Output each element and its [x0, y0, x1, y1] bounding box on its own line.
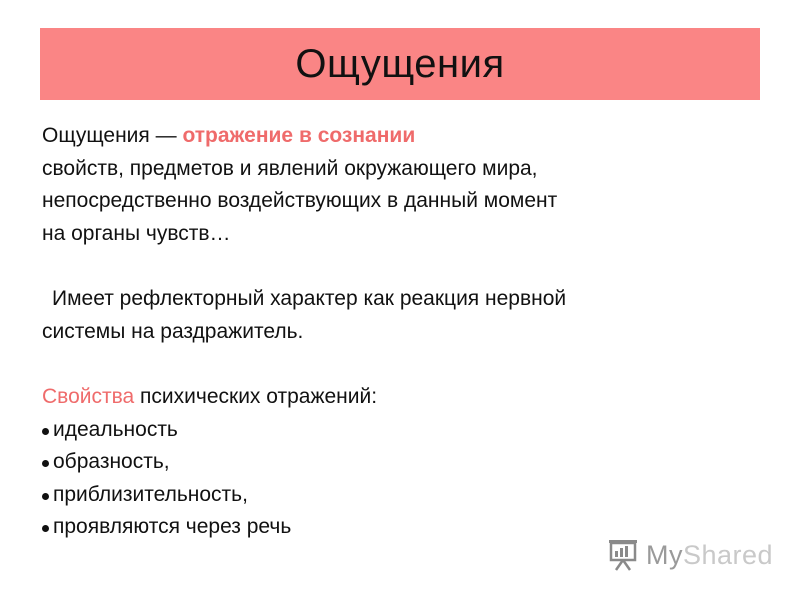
properties-heading-rest: психических отражений:	[134, 385, 378, 408]
presentation-board-icon	[606, 538, 640, 572]
title-bar	[40, 28, 760, 100]
watermark-text-my: My	[646, 539, 683, 570]
bullet-icon	[42, 493, 49, 500]
list-item	[42, 446, 772, 479]
list-item	[42, 479, 772, 512]
spacer	[42, 250, 772, 283]
definition-line-2: свойств, предметов и явлений окружающего мира,	[42, 156, 538, 180]
reflex-line-2: системы на раздражитель.	[42, 319, 304, 343]
list-item-text: идеальность	[53, 417, 178, 441]
list-item-text: проявляются через речь	[53, 515, 292, 538]
definition-line-3: непосредственно воздействующих в данный момент	[42, 189, 558, 212]
bullet-icon	[42, 428, 49, 435]
list-item-text: приблизительность,	[53, 482, 248, 506]
slide-body	[42, 120, 772, 544]
watermark-text	[646, 540, 773, 571]
definition-line-1	[42, 120, 772, 153]
slide-title: Ощущения	[295, 41, 505, 86]
reflex-line-1: Имеет рефлекторный характер как реакция нервной	[52, 287, 567, 310]
definition-highlight: отражение в сознании	[182, 124, 416, 147]
definition-dash: —	[149, 124, 183, 147]
properties-highlight: Свойства	[42, 385, 135, 408]
watermark-logo	[606, 538, 773, 572]
bullet-icon	[42, 460, 49, 467]
bullet-icon	[42, 525, 49, 532]
spacer	[42, 348, 772, 381]
properties-list	[42, 414, 772, 544]
definition-term: Ощущения	[42, 124, 150, 147]
list-item	[42, 414, 772, 447]
properties-heading	[42, 381, 772, 414]
definition-line-4: на органы чувств…	[42, 221, 231, 245]
watermark-text-rest: Shared	[683, 539, 774, 570]
list-item-text: образность,	[53, 450, 170, 473]
